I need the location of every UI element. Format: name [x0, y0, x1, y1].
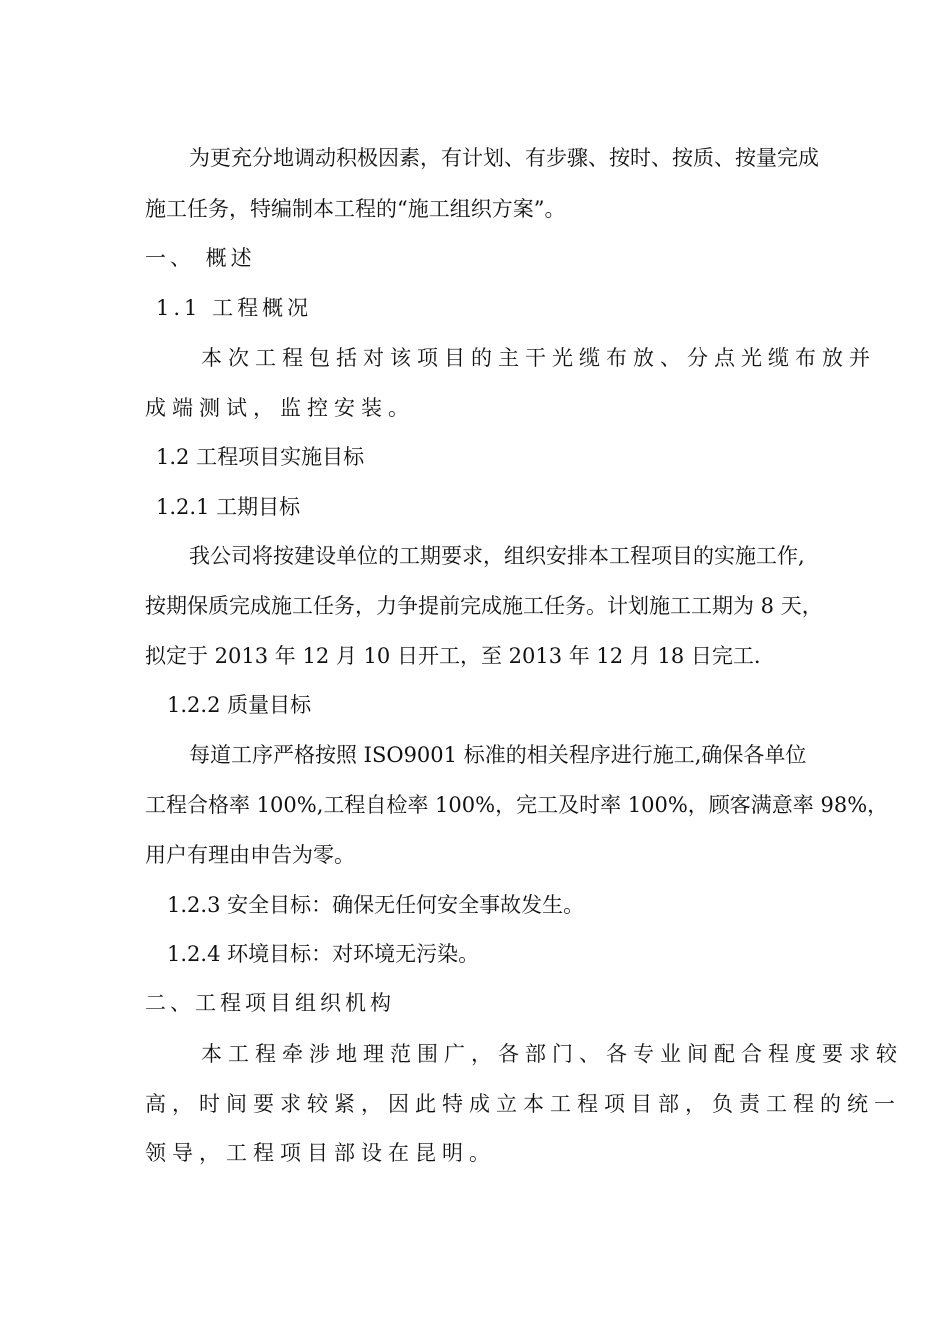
paragraph-intro-line-1: 为更充分地调动积极因素，有计划、有步骤、按时、按质、按量完成: [189, 146, 819, 170]
subsection-heading-quality-target: 1.2.2 质量目标: [167, 693, 312, 717]
paragraph-organization-line-1: 本工程牵涉地理范围广，各部门、各专业间配合程度要求较: [201, 1042, 903, 1066]
subsection-heading-safety-target: 1.2.3 安全目标：确保无任何安全事故发生。: [167, 893, 585, 917]
paragraph-organization-line-2: 高，时间要求较紧，因此特成立本工程项目部，负责工程的统一: [145, 1092, 901, 1116]
paragraph-scope-line-2: 成端测试，监控安装。: [145, 396, 415, 420]
section-heading-organization: 二、工程项目组织机构: [145, 991, 395, 1015]
paragraph-scope-line-1: 本次工程包括对该项目的主干光缆布放、分点光缆布放并: [201, 346, 876, 370]
paragraph-intro-line-2: 施工任务，特编制本工程的“施工组织方案”。: [145, 197, 566, 221]
subsection-heading-project-overview: 1.1 工程概况: [156, 296, 313, 320]
paragraph-quality-line-3: 用户有理由申告为零。: [145, 843, 355, 867]
subsection-heading-targets: 1.2 工程项目实施目标: [156, 445, 365, 469]
paragraph-schedule-line-1: 我公司将按建设单位的工期要求，组织安排本工程项目的实施工作,: [189, 544, 805, 568]
section-heading-overview: 一、 概述: [145, 246, 256, 270]
subsection-heading-schedule-target: 1.2.1 工期目标: [156, 495, 301, 519]
paragraph-schedule-line-2: 按期保质完成施工任务，力争提前完成施工任务。计划施工工期为 8 天，: [145, 594, 823, 618]
paragraph-schedule-line-3: 拟定于 2013 年 12 月 10 日开工，至 2013 年 12 月 18 日完工.: [145, 644, 761, 668]
paragraph-quality-line-1: 每道工序严格按照 ISO9001 标准的相关程序进行施工,确保各单位: [189, 743, 807, 767]
subsection-heading-environment-target: 1.2.4 环境目标：对环境无污染。: [167, 942, 480, 966]
paragraph-organization-line-3: 领导，工程项目部设在昆明。: [145, 1141, 496, 1165]
paragraph-quality-line-2: 工程合格率 100%,工程自检率 100%，完工及时率 100%，顾客满意率 98%，: [145, 793, 889, 817]
